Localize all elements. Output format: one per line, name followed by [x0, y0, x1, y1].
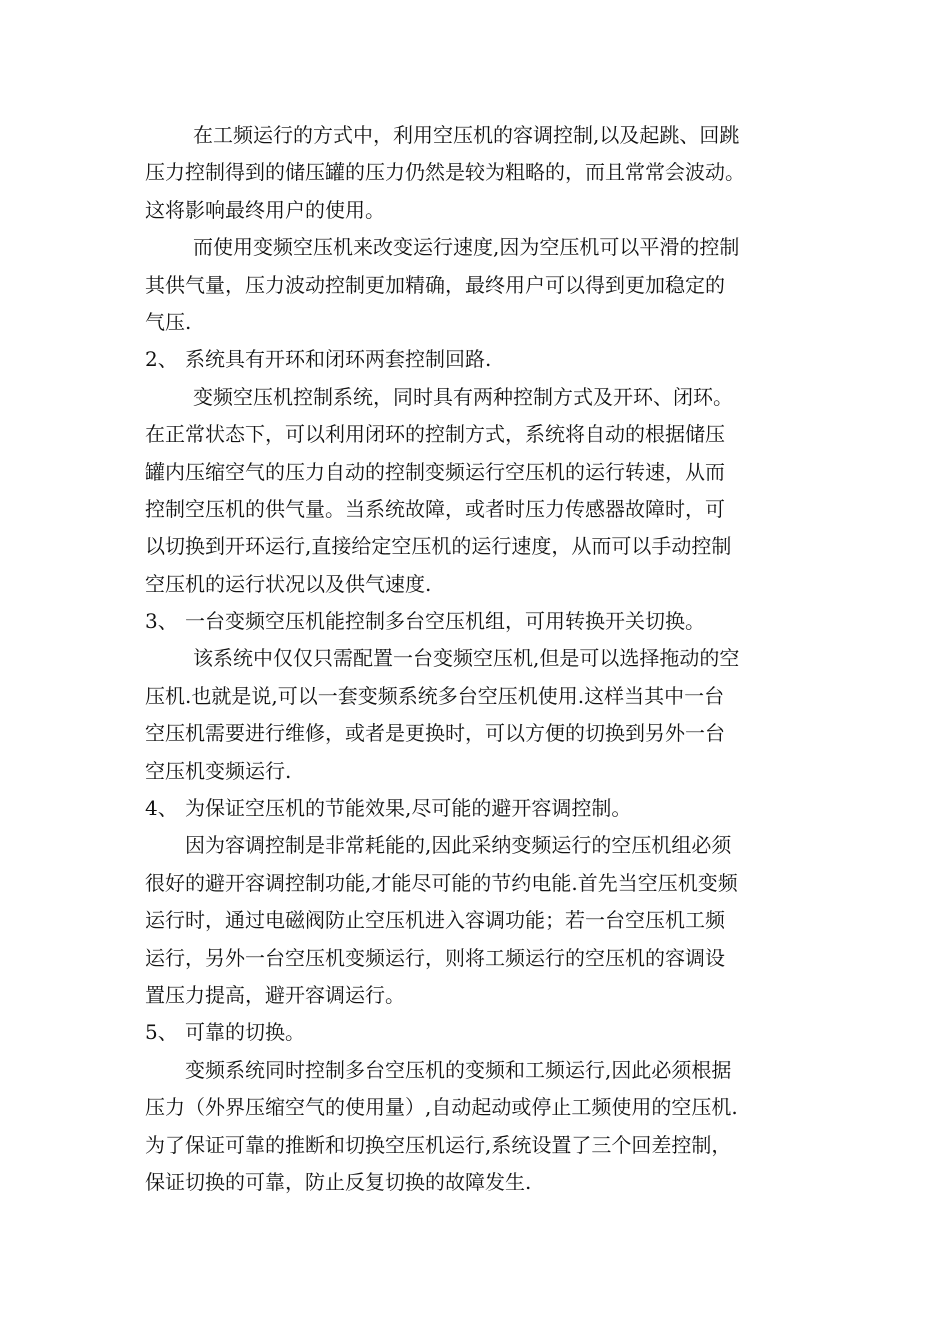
paragraph-multi-compressor — [145, 640, 815, 790]
paragraph-reliable-switching — [145, 1052, 815, 1202]
text-line: 而使用变频空压机来改变运行速度,因为空压机可以平滑的控制 — [193, 235, 740, 260]
section-heading-5 — [145, 1014, 815, 1051]
text-line: 很好的避开容调控制功能,才能尽可能的节约电能.首先当空压机变频 — [145, 870, 738, 895]
section-title: 系统具有开环和闭环两套控制回路. — [185, 347, 492, 372]
text-line: 这将影响最终用户的使用。 — [145, 197, 385, 222]
text-line: 在工频运行的方式中，利用空压机的容调控制,以及起跳、回跳 — [193, 123, 740, 147]
section-title: 可靠的切换。 — [185, 1020, 305, 1045]
text-line: 罐内压缩空气的压力自动的控制变频运行空压机的运行转速，从而 — [145, 459, 725, 484]
text-line: 运行时，通过电磁阀防止空压机进入容调功能；若一台空压机工频 — [145, 908, 725, 933]
text-line: 压机.也就是说,可以一套变频系统多台空压机使用.这样当其中一台 — [145, 683, 725, 708]
text-line: 控制空压机的供气量。当系统故障，或者时压力传感器故障时，可 — [145, 496, 725, 521]
text-line: 变频系统同时控制多台空压机的变频和工频运行,因此必须根据 — [185, 1057, 732, 1082]
text-line: 以切换到开环运行,直接给定空压机的运行速度，从而可以手动控制 — [145, 534, 732, 559]
text-line: 空压机的运行状况以及供气速度. — [145, 571, 432, 596]
paragraph-energy-saving — [145, 827, 815, 1014]
section-title: 一台变频空压机能控制多台空压机组，可用转换开关切换。 — [185, 609, 705, 634]
text-line: 气压. — [145, 309, 192, 334]
text-line: 因为容调控制是非常耗能的,因此采纳变频运行的空压机组必须 — [185, 833, 732, 858]
section-number: 2、 — [145, 347, 178, 372]
section-heading-2 — [145, 341, 815, 378]
text-line: 在正常状态下，可以利用闭环的控制方式，系统将自动的根据储压 — [145, 422, 725, 447]
section-heading-4 — [145, 790, 815, 827]
text-line: 置压力提高，避开容调运行。 — [145, 982, 405, 1007]
section-title: 为保证空压机的节能效果,尽可能的避开容调控制。 — [185, 796, 632, 821]
text-line: 压力（外界压缩空气的使用量）,自动起动或停止工频使用的空压机. — [145, 1095, 738, 1120]
text-line: 空压机需要进行维修，或者是更换时，可以方便的切换到另外一台 — [145, 721, 725, 746]
section-heading-3 — [145, 603, 815, 640]
section-number: 5、 — [145, 1020, 178, 1045]
text-line: 运行，另外一台空压机变频运行，则将工频运行的空压机的容调设 — [145, 945, 725, 970]
text-line: 为了保证可靠的推断和切换空压机运行,系统设置了三个回差控制， — [145, 1132, 732, 1157]
text-line: 空压机变频运行. — [145, 758, 292, 783]
text-line: 其供气量，压力波动控制更加精确，最终用户可以得到更加稳定的 — [145, 272, 725, 297]
section-number: 4、 — [145, 796, 178, 821]
text-line: 变频空压机控制系统，同时具有两种控制方式及开环、闭环。 — [193, 384, 733, 409]
section-number: 3、 — [145, 609, 178, 634]
document-body — [145, 117, 815, 1201]
text-line: 压力控制得到的储压罐的压力仍然是较为粗略的，而且常常会波动。 — [145, 160, 745, 185]
text-line: 该系统中仅仅只需配置一台变频空压机,但是可以选择拖动的空 — [193, 646, 740, 671]
paragraph-power-frequency — [145, 117, 815, 229]
text-line: 保证切换的可靠，防止反复切换的故障发生. — [145, 1169, 532, 1194]
paragraph-control-loops — [145, 379, 815, 603]
paragraph-variable-frequency — [145, 229, 815, 341]
